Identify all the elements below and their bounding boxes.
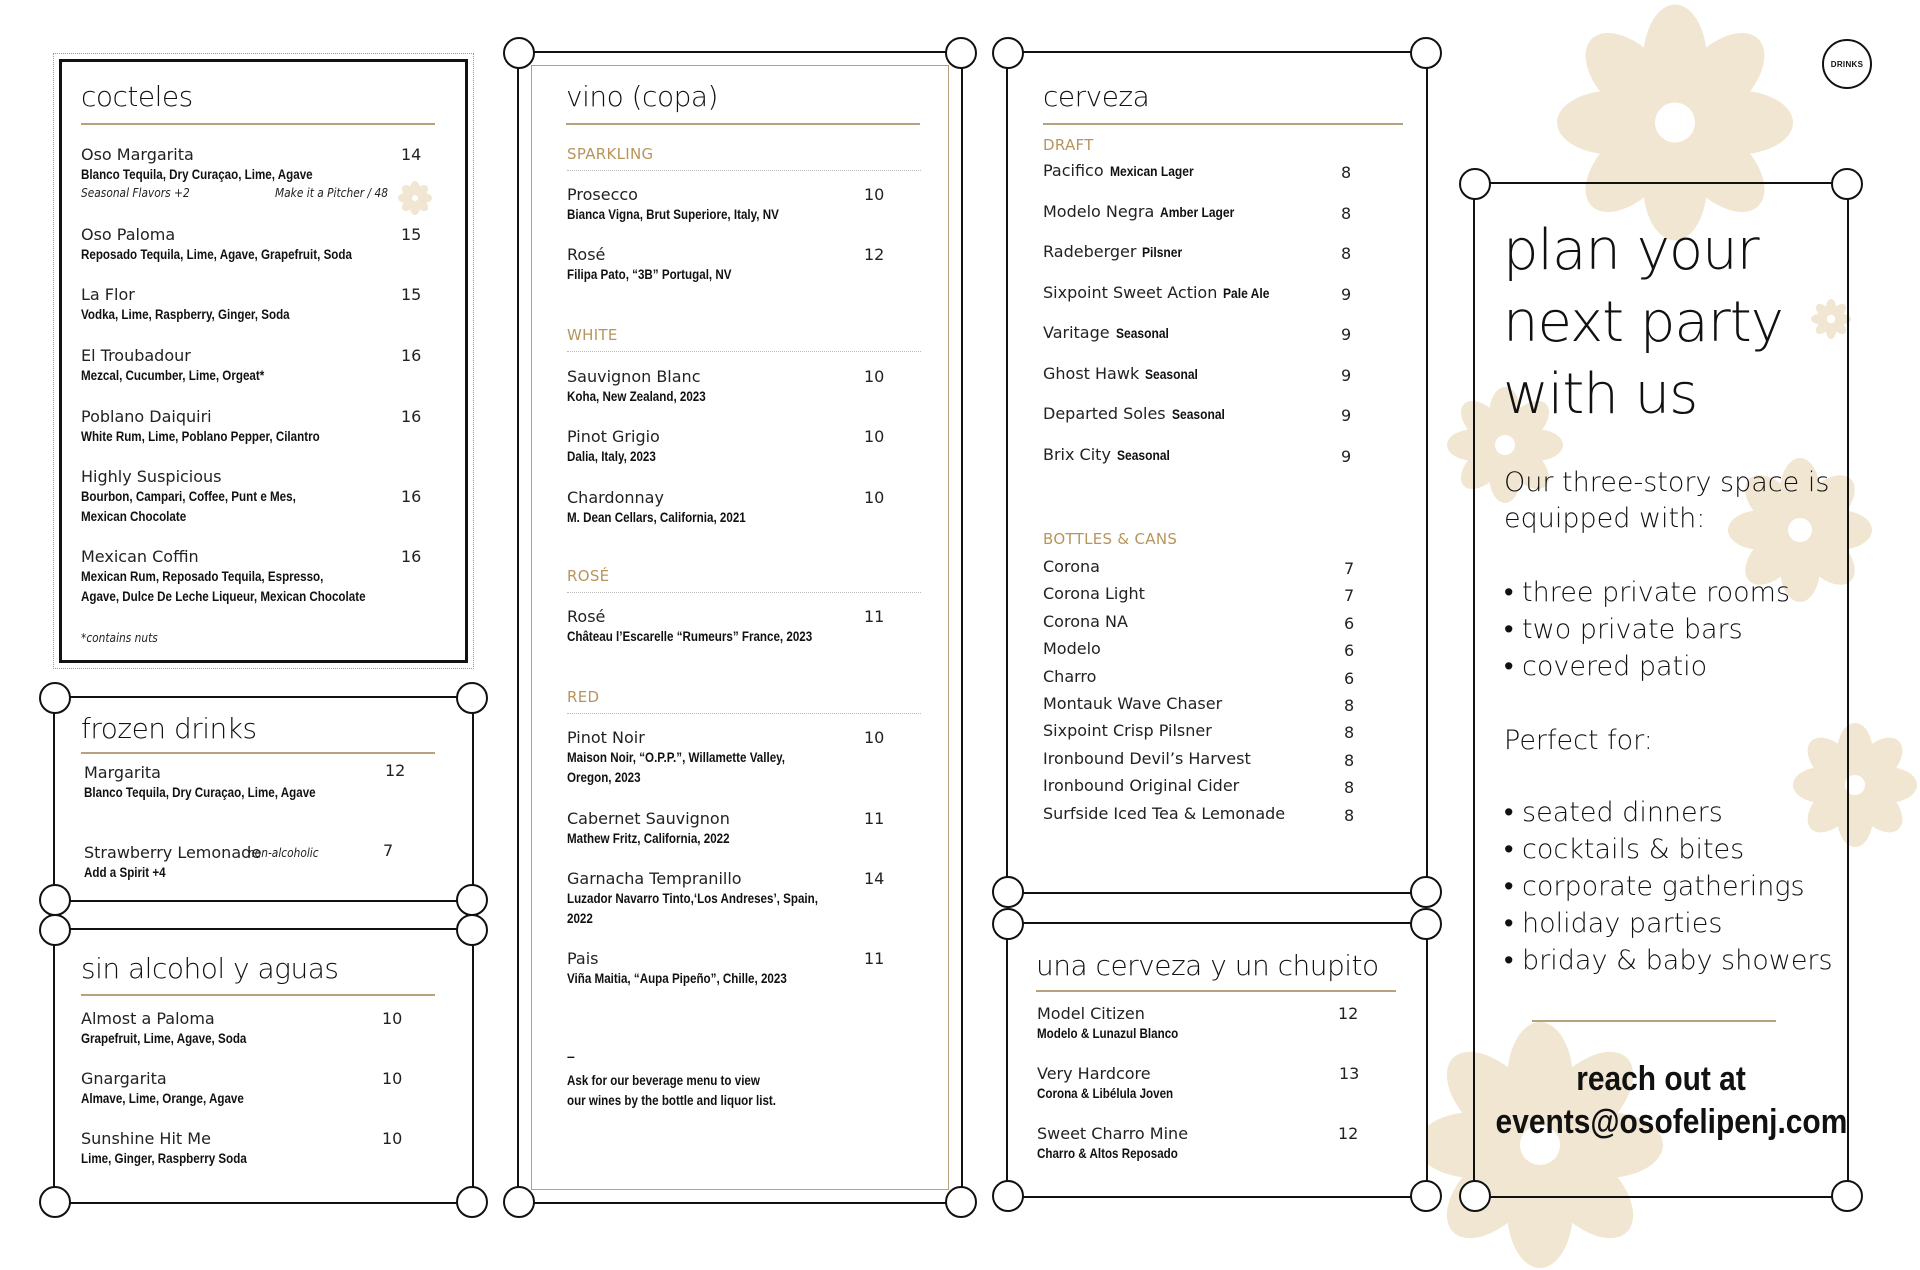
vino-note-dash: – — [567, 1048, 575, 1064]
party-heading-line2: next party — [1503, 290, 1783, 355]
party-intro-line1: Our three-story space is — [1504, 467, 1830, 498]
wine-name: Rosé — [567, 245, 606, 264]
bottle-price: 8 — [1344, 805, 1355, 825]
draft-row — [1043, 161, 1207, 181]
section-divider — [567, 351, 921, 352]
cocktail-extra-right: Make it a Pitcher / 48 — [275, 185, 388, 200]
draft-name: Varitage — [1043, 323, 1110, 342]
draft-row — [1043, 445, 1178, 465]
bottles-heading: BOTTLES & CANS — [1043, 530, 1178, 548]
bottle-price: 6 — [1344, 641, 1355, 661]
wine-desc: Viña Maitia, “Aupa Pipeño”, Chille, 2023 — [567, 971, 787, 986]
draft-heading: DRAFT — [1043, 136, 1094, 154]
cocktail-price: 15 — [401, 285, 422, 304]
wine-desc: Dalia, Italy, 2023 — [567, 449, 656, 464]
wine-name: Cabernet Sauvignon — [567, 809, 730, 828]
draft-price: 9 — [1341, 284, 1352, 304]
wine-section-heading: WHITE — [567, 326, 618, 344]
bottle-name: Charro — [1043, 666, 1097, 686]
bottle-price: 8 — [1344, 696, 1355, 715]
sin-desc: Lime, Ginger, Raspberry Soda — [81, 1151, 247, 1166]
draft-style: Seasonal — [1171, 406, 1225, 422]
vino-title: vino (copa) — [566, 80, 718, 113]
bottle-name: Corona NA — [1043, 611, 1128, 631]
sin-alcohol-title: sin alcohol y aguas — [81, 952, 339, 985]
section-divider — [567, 713, 921, 714]
draft-style: Seasonal — [1116, 446, 1170, 463]
wine-name: Pais — [567, 949, 599, 968]
draft-row — [1043, 242, 1189, 262]
wine-name: Pinot Grigio — [567, 427, 660, 446]
cocktail-name: Highly Suspicious — [81, 467, 222, 486]
party-feature-item: • covered patio — [1504, 651, 1708, 682]
party-use-item: • briday & baby showers — [1504, 945, 1833, 976]
draft-price: 8 — [1341, 203, 1352, 223]
cocktail-desc: Mezcal, Cucumber, Lime, Orgeat* — [81, 368, 265, 383]
draft-name: Ghost Hawk — [1043, 363, 1140, 383]
party-intro-line2: equipped with: — [1504, 503, 1706, 534]
party-contact-email[interactable]: events@osofelipenj.com — [1495, 1103, 1848, 1141]
chupito-price: 12 — [1338, 1124, 1359, 1143]
wine-name: Sauvignon Blanc — [567, 367, 701, 386]
chupito-name: Sweet Charro Mine — [1037, 1124, 1189, 1143]
wine-section-heading: SPARKLING — [567, 145, 654, 163]
bottle-price: 8 — [1344, 778, 1355, 798]
frozen-price: 7 — [383, 841, 394, 860]
drinks-badge-label: DRINKS — [1830, 59, 1864, 69]
draft-style: Seasonal — [1115, 325, 1169, 341]
draft-name: Modelo Negra — [1043, 201, 1155, 221]
wine-price: 11 — [864, 809, 885, 828]
cocktail-desc: Bourbon, Campari, Coffee, Punt e Mes, — [81, 489, 296, 504]
bottle-name: Ironbound Original Cider — [1043, 776, 1240, 796]
drinks-badge — [1822, 39, 1872, 89]
wine-section-heading: RED — [567, 688, 600, 706]
chupito-name: Very Hardcore — [1037, 1064, 1151, 1083]
party-contact-line1: reach out at — [1576, 1060, 1746, 1098]
draft-row — [1043, 202, 1247, 222]
bottle-name: Surfside Iced Tea & Lemonade — [1043, 803, 1286, 823]
cocktail-price: 16 — [401, 407, 422, 426]
draft-row — [1043, 404, 1233, 424]
party-use-item: • holiday parties — [1504, 908, 1723, 939]
wine-price: 14 — [864, 869, 885, 888]
party-feature-item: • two private bars — [1504, 614, 1743, 645]
cocktail-name: Oso Margarita — [81, 145, 194, 164]
cocktail-desc-2: Agave, Dulce De Leche Liqueur, Mexican Chocolate — [81, 589, 366, 604]
section-divider — [567, 592, 921, 593]
wine-desc: Mathew Fritz, California, 2022 — [567, 831, 730, 846]
party-use-item: • corporate gatherings — [1504, 871, 1805, 902]
draft-name: Brix City — [1043, 444, 1111, 464]
wine-desc-2: Oregon, 2023 — [567, 770, 641, 785]
draft-row — [1043, 323, 1177, 343]
bottle-name: Corona — [1043, 557, 1100, 576]
frozen-price: 12 — [385, 761, 406, 780]
wine-price: 12 — [864, 245, 885, 264]
wine-price: 10 — [864, 427, 885, 446]
vino-note-line2: our wines by the bottle and liquor list. — [567, 1093, 776, 1108]
vino-note-line1: Ask for our beverage menu to view — [567, 1073, 760, 1088]
wine-desc: Luzador Navarro Tinto,‘Los Andreses’, Spain, — [567, 891, 818, 906]
draft-row — [1043, 283, 1277, 303]
cocktail-name: Poblano Daiquiri — [81, 407, 212, 426]
frozen-tag: non-alcoholic — [248, 845, 319, 860]
party-use-item: • seated dinners — [1504, 797, 1723, 828]
sin-desc: Grapefruit, Lime, Agave, Soda — [81, 1031, 247, 1046]
wine-name: Prosecco — [567, 185, 638, 204]
wine-name: Garnacha Tempranillo — [567, 869, 742, 888]
draft-price: 9 — [1341, 365, 1352, 385]
draft-style: Amber Lager — [1160, 203, 1235, 220]
frozen-title: frozen drinks — [81, 712, 257, 745]
wine-price: 10 — [864, 185, 885, 204]
wine-desc: Koha, New Zealand, 2023 — [567, 389, 706, 404]
draft-price: 9 — [1341, 406, 1352, 425]
draft-price: 9 — [1341, 325, 1352, 344]
draft-name: Radeberger — [1043, 242, 1137, 261]
cocktail-price: 16 — [401, 547, 422, 566]
wine-desc-2: 2022 — [567, 911, 593, 926]
cocktail-name: El Troubadour — [81, 346, 191, 365]
wine-price: 11 — [864, 949, 885, 968]
cocktail-desc: Reposado Tequila, Lime, Agave, Grapefruit, Soda — [81, 247, 352, 262]
cocktail-name: Oso Paloma — [81, 225, 176, 244]
sin-price: 10 — [382, 1129, 403, 1148]
bottle-name: Ironbound Devil’s Harvest — [1043, 748, 1251, 768]
party-feature-item: • three private rooms — [1504, 577, 1791, 608]
frozen-desc: Blanco Tequila, Dry Curaçao, Lime, Agave — [84, 785, 316, 800]
draft-style: Seasonal — [1145, 365, 1199, 382]
chupito-price: 13 — [1339, 1064, 1360, 1083]
flower-decoration-small — [397, 180, 433, 216]
bottle-price: 8 — [1344, 723, 1355, 743]
bottle-name: Modelo — [1043, 639, 1101, 659]
sin-name: Gnargarita — [81, 1069, 167, 1088]
cocktail-price: 16 — [401, 487, 422, 506]
draft-style: Pilsner — [1142, 244, 1183, 260]
wine-price: 10 — [864, 367, 885, 386]
cocteles-footnote: *contains nuts — [81, 630, 158, 645]
sin-desc: Almave, Lime, Orange, Agave — [81, 1091, 244, 1106]
cocktail-name: La Flor — [81, 285, 135, 304]
party-use-item: • cocktails & bites — [1504, 834, 1745, 865]
sin-name: Almost a Paloma — [81, 1009, 215, 1028]
draft-name: Sixpoint Sweet Action — [1043, 282, 1218, 302]
draft-price: 8 — [1341, 244, 1352, 263]
wine-desc: Château l’Escarelle “Rumeurs” France, 2023 — [567, 629, 813, 644]
draft-price: 9 — [1341, 446, 1352, 466]
bottle-name: Montauk Wave Chaser — [1043, 694, 1223, 713]
wine-desc: Maison Noir, “O.P.P.”, Willamette Valley, — [567, 750, 785, 765]
party-heading-line1: plan your — [1503, 218, 1759, 283]
cocktail-desc: Mexican Rum, Reposado Tequila, Espresso, — [81, 569, 324, 584]
cocktail-price: 15 — [401, 225, 422, 244]
chupito-price: 12 — [1338, 1004, 1359, 1023]
section-divider — [567, 170, 921, 171]
draft-name: Pacifico — [1043, 161, 1104, 180]
sin-name: Sunshine Hit Me — [81, 1129, 211, 1148]
bottle-name: Sixpoint Crisp Pilsner — [1043, 721, 1212, 741]
bottle-price: 6 — [1344, 668, 1355, 688]
sin-price: 10 — [382, 1069, 403, 1088]
cocktail-name: Mexican Coffin — [81, 547, 199, 566]
chupito-desc: Corona & Libélula Joven — [1037, 1086, 1174, 1101]
draft-price: 8 — [1341, 163, 1352, 182]
bottle-name: Corona Light — [1043, 584, 1145, 604]
wine-desc: M. Dean Cellars, California, 2021 — [567, 510, 746, 525]
frozen-desc: Add a Spirit +4 — [84, 865, 166, 880]
cerveza-title: cerveza — [1043, 80, 1150, 113]
cocteles-title: cocteles — [81, 80, 193, 113]
cocktail-price: 16 — [401, 346, 422, 365]
bottle-price: 6 — [1344, 613, 1355, 633]
wine-desc: Filipa Pato, “3B” Portugal, NV — [567, 267, 732, 282]
party-heading-line3: with us — [1503, 362, 1698, 427]
chupito-desc: Charro & Altos Reposado — [1037, 1146, 1178, 1161]
draft-name: Departed Soles — [1043, 404, 1166, 423]
cocktail-desc: Vodka, Lime, Raspberry, Ginger, Soda — [81, 307, 290, 322]
sin-price: 10 — [382, 1009, 403, 1028]
chupito-name: Model Citizen — [1037, 1004, 1145, 1023]
frozen-name: Strawberry Lemonade — [84, 843, 262, 862]
cocktail-desc: Blanco Tequila, Dry Curaçao, Lime, Agave — [81, 167, 313, 182]
chupito-desc: Modelo & Lunazul Blanco — [1037, 1026, 1179, 1041]
wine-price: 10 — [864, 488, 885, 507]
draft-row — [1043, 364, 1207, 384]
wine-section-heading: ROSÉ — [567, 567, 610, 585]
bottle-price: 8 — [1344, 750, 1355, 770]
wine-name: Pinot Noir — [567, 728, 645, 747]
wine-name: Chardonnay — [567, 488, 664, 507]
cocktail-desc: White Rum, Lime, Poblano Pepper, Cilantro — [81, 429, 320, 444]
party-perfect-label: Perfect for: — [1504, 725, 1653, 756]
bottle-price: 7 — [1344, 586, 1355, 606]
wine-price: 10 — [864, 728, 885, 747]
wine-price: 11 — [864, 607, 885, 626]
cocktail-price: 14 — [401, 145, 422, 164]
chupito-title: una cerveza y un chupito — [1036, 949, 1379, 982]
draft-style: Pale Ale — [1223, 284, 1270, 301]
cocktail-desc-2: Mexican Chocolate — [81, 509, 187, 524]
bottle-price: 7 — [1344, 559, 1355, 578]
frozen-name: Margarita — [84, 763, 161, 782]
party-divider — [1532, 1020, 1776, 1022]
wine-desc: Bianca Vigna, Brut Superiore, Italy, NV — [567, 207, 779, 222]
cocktail-extra-left: Seasonal Flavors +2 — [81, 185, 190, 200]
draft-style: Mexican Lager — [1109, 163, 1194, 179]
wine-name: Rosé — [567, 607, 606, 626]
